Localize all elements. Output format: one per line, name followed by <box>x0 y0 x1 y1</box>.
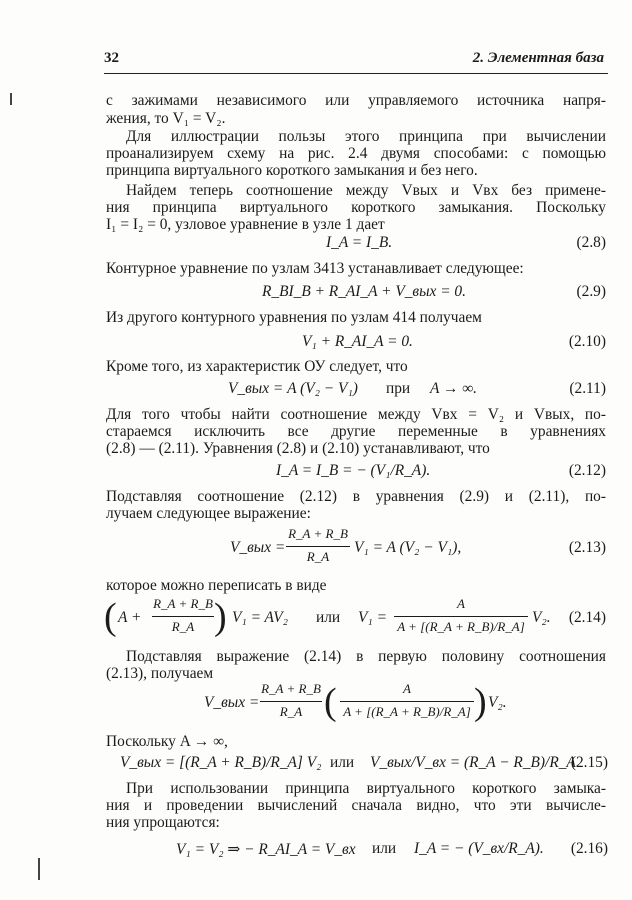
equation: V_вых = <box>230 539 286 556</box>
equation: V₂. <box>532 609 551 626</box>
text-line: стараемся исключить все другие переменные в уравнениях <box>106 423 606 440</box>
text-line: I₁ = I₂ = 0, узловое уравнение в узле 1 дает <box>106 216 385 233</box>
equation: A + <box>118 609 142 626</box>
equation-word: или <box>330 754 355 771</box>
paren-open: ( <box>104 596 117 638</box>
equation: V₁ = <box>358 609 387 626</box>
text-line: (2.8) — (2.11). Уравнения (2.8) и (2.10) устанавливают, что <box>106 440 490 457</box>
equation: V₁ = A (V₂ − V₁), <box>354 539 462 556</box>
equation-number: (2.12) <box>568 462 606 479</box>
fraction-bar <box>260 701 322 702</box>
text-line: ния упрощаются: <box>106 814 220 831</box>
equation: I_A = I_B = − (V₁/R_A). <box>276 462 431 479</box>
fraction-numerator: A <box>403 681 411 696</box>
equation-number: (2.13) <box>568 539 606 556</box>
text-line: При использовании принципа виртуального короткого замыка- <box>126 780 606 797</box>
paren-close: ) <box>214 596 227 638</box>
equation: V₁ + R_AI_A = 0. <box>302 333 413 350</box>
fraction-denominator: R_A <box>171 619 195 634</box>
fraction-denominator: R_A <box>279 704 303 719</box>
fraction-denominator: A + [(R_A + R_B)/R_A] <box>343 704 471 719</box>
text-line: Подставляя соотношение (2.12) в уравнения (2.9) и (2.11), по- <box>106 488 606 505</box>
fraction-numerator: A <box>457 596 465 611</box>
fraction-bar <box>152 616 214 617</box>
equation-word: или <box>316 609 341 626</box>
equation: V₁ = AV₂ <box>232 609 288 626</box>
text-line: (2.13), получаем <box>106 665 214 682</box>
text-line: Кроме того, из характеристик ОУ следует, что <box>106 358 408 375</box>
fraction-denominator: R_A <box>306 549 330 564</box>
fraction-bar <box>286 546 350 547</box>
paren-close: ) <box>474 681 487 723</box>
margin-mark <box>10 93 12 105</box>
equation: V₂. <box>488 694 507 711</box>
page-number: 32 <box>104 50 119 66</box>
equation-word: при <box>386 380 411 397</box>
equation: V_вых = A (V₂ − V₁) <box>228 380 358 397</box>
equation: V_вых/V_вх = (R_A − R_B)/R_A. <box>370 754 580 771</box>
text-line: ния принципа виртуального короткого замыкания. Поскольку <box>106 199 606 216</box>
fraction-bar <box>394 616 528 617</box>
text-line: лучаем следующее выражение: <box>106 505 311 522</box>
equation-number: (2.14) <box>568 609 606 626</box>
text-line: Контурное уравнение по узлам 3413 устанавливает следующее: <box>106 260 524 277</box>
equation: V_вых = <box>204 694 260 711</box>
equation: V₁ = V₂ ⇒ − R_AI_A = V_вх <box>176 841 356 858</box>
equation-number: (2.10) <box>568 333 606 350</box>
equation: A → ∞. <box>430 380 478 397</box>
paren-open: ( <box>324 681 337 723</box>
header-rule <box>104 73 608 74</box>
equation: I_A = I_B. <box>326 234 393 251</box>
fraction-numerator: R_A + R_B <box>288 526 348 541</box>
text-line: жения, то V₁ = V₂. <box>106 110 226 127</box>
equation-number: (2.15) <box>570 754 608 771</box>
equation: I_A = − (V_вх/R_A). <box>414 840 544 857</box>
text-line: ния и проведении вычислений сначала видно, что эти вычисле- <box>106 797 606 814</box>
running-header <box>104 50 608 72</box>
text-line: Поскольку A → ∞, <box>106 733 228 750</box>
text-line: Для того чтобы найти соотношение между Vвх = V₂ и Vвых, по- <box>106 406 606 423</box>
text-line: с зажимами независимого или управляемого источника напря- <box>106 92 606 109</box>
fraction-bar <box>340 701 474 702</box>
text-line: Для иллюстрации пользы этого принципа при вычислении <box>126 128 606 145</box>
margin-mark <box>38 858 40 880</box>
equation-number: (2.11) <box>569 380 606 397</box>
equation: V_вых = [(R_A + R_B)/R_A] V₂ <box>120 754 322 771</box>
equation-word: или <box>372 840 397 857</box>
fraction-numerator: R_A + R_B <box>153 596 213 611</box>
equation-number: (2.16) <box>570 840 608 857</box>
chapter-title: 2. Элементная база <box>472 50 604 66</box>
text-line: Из другого контурного уравнения по узлам 414 получаем <box>106 309 482 326</box>
fraction-numerator: R_A + R_B <box>261 681 321 696</box>
text-line: проанализируем схему на рис. 2.4 двумя способами: с помощью <box>106 145 606 162</box>
equation-number: (2.8) <box>576 234 606 251</box>
text-line: Подставляя выражение (2.14) в первую половину соотношения <box>126 648 606 665</box>
equation-number: (2.9) <box>576 283 606 300</box>
fraction-denominator: A + [(R_A + R_B)/R_A] <box>397 619 525 634</box>
equation: R_BI_B + R_AI_A + V_вых = 0. <box>262 283 466 300</box>
text-line: принципа виртуального короткого замыкания и без него. <box>106 162 478 179</box>
text-line: Найдем теперь соотношение между Vвых и Vвх без примене- <box>126 182 606 199</box>
text-line: которое можно переписать в виде <box>106 577 327 594</box>
